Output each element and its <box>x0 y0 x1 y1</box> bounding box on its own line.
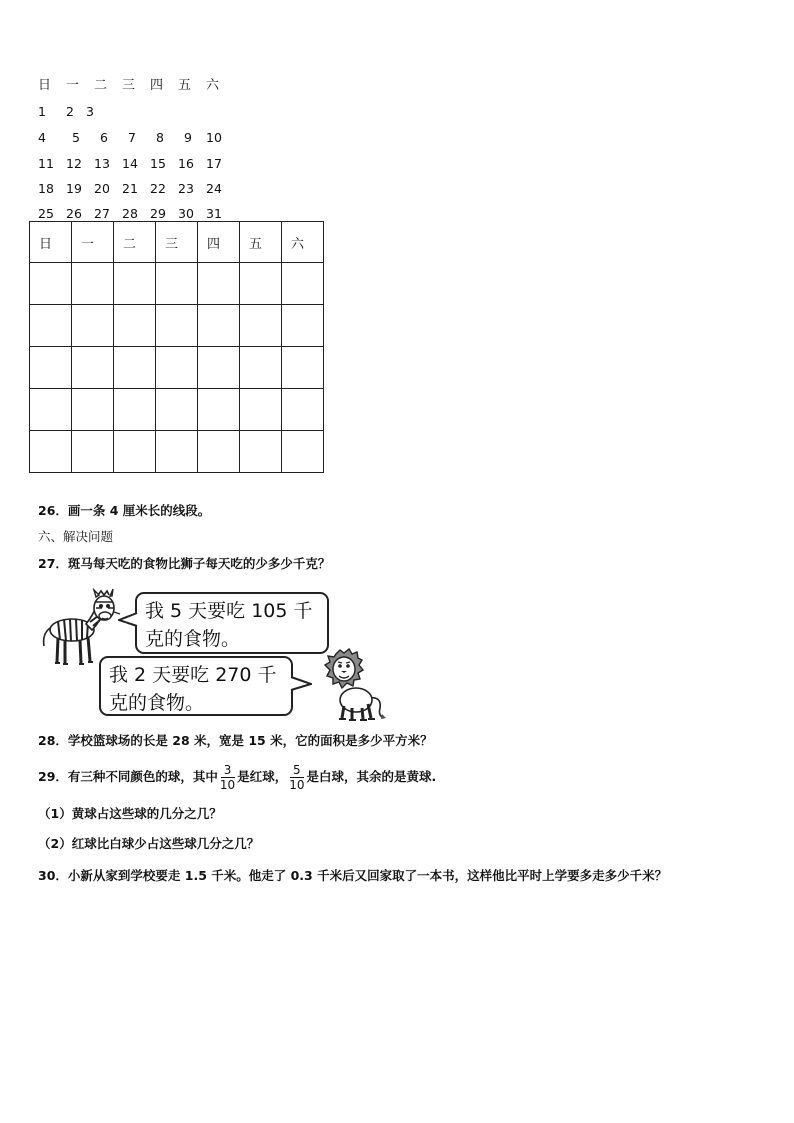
grid-header-cell: 四 <box>198 222 240 263</box>
grid-cell <box>240 389 282 431</box>
calendar-day: 25 <box>38 206 54 221</box>
question-text: 斑马每天吃的食物比狮子每天吃的少多少千克？ <box>67 556 331 571</box>
grid-cell <box>198 305 240 347</box>
question-text: 学校篮球场的长是 28 米，宽是 15 米，它的面积是多少平方米？ <box>67 733 433 748</box>
calendar-day: 30 <box>178 206 194 221</box>
grid-cell <box>282 305 324 347</box>
lion-illustration <box>312 648 388 722</box>
calendar-day: 23 <box>178 181 194 196</box>
calendar-day: 6 <box>100 130 108 145</box>
fraction-denominator: 10 <box>289 778 305 792</box>
calendar-day: 26 <box>66 206 82 221</box>
question-number: 28． <box>38 733 68 748</box>
grid-cell <box>282 431 324 473</box>
calendar-day: 12 <box>66 156 82 171</box>
grid-cell <box>30 347 72 389</box>
grid-row <box>30 263 324 305</box>
zebra-bubble-line: 我 5 天要吃 105 千 <box>145 600 313 622</box>
calendar-day: 21 <box>122 181 138 196</box>
calendar-day: 16 <box>178 156 194 171</box>
grid-cell <box>240 305 282 347</box>
calendar-day: 14 <box>122 156 138 171</box>
question-number: 27． <box>38 556 68 571</box>
calendar-day: 31 <box>206 206 222 221</box>
calendar-day: 27 <box>94 206 110 221</box>
section-heading: 六、解决问题 <box>38 529 114 544</box>
calendar-day: 11 <box>38 156 54 171</box>
calendar-day: 22 <box>150 181 166 196</box>
question-text: 画一条 4 厘米长的线段。 <box>67 503 211 518</box>
grid-cell <box>30 263 72 305</box>
grid-row <box>30 431 324 473</box>
question-number: 26． <box>38 503 68 518</box>
question-27 <box>38 556 330 572</box>
question-text: 是白球，其余的是黄球. <box>306 769 437 784</box>
question-28 <box>38 733 433 749</box>
question-text: 是红球， <box>237 769 288 784</box>
grid-row <box>30 347 324 389</box>
grid-cell <box>240 431 282 473</box>
grid-cell <box>240 347 282 389</box>
calendar-header-cell: 六 <box>206 78 220 93</box>
calendar-day: 24 <box>206 181 222 196</box>
calendar-day: 7 <box>128 130 136 145</box>
grid-cell <box>30 389 72 431</box>
grid-header-cell: 五 <box>240 222 282 263</box>
lion-speech-bubble <box>99 656 293 716</box>
question-29 <box>38 762 436 792</box>
fraction-numerator: 5 <box>293 763 301 777</box>
calendar-day: 10 <box>206 130 222 145</box>
grid-cell <box>30 431 72 473</box>
grid-cell <box>114 431 156 473</box>
calendar-day: 2 <box>66 104 74 119</box>
grid-header-cell: 日 <box>30 222 72 263</box>
question-text: 有三种不同颜色的球，其中 <box>67 769 218 784</box>
calendar-day: 3 <box>86 104 94 119</box>
question-number: 30． <box>38 868 68 883</box>
calendar-day: 9 <box>184 130 192 145</box>
calendar-day: 5 <box>72 130 80 145</box>
grid-cell <box>240 263 282 305</box>
calendar-header-cell: 日 <box>38 78 52 93</box>
calendar-day: 8 <box>156 130 164 145</box>
calendar-day: 20 <box>94 181 110 196</box>
grid-cell <box>198 431 240 473</box>
calendar-day: 17 <box>206 156 222 171</box>
grid-header-cell: 六 <box>282 222 324 263</box>
grid-cell <box>198 389 240 431</box>
grid-cell <box>72 389 114 431</box>
grid-cell <box>156 263 198 305</box>
grid-cell <box>198 263 240 305</box>
grid-header-cell: 一 <box>72 222 114 263</box>
calendar-header-cell: 五 <box>178 78 192 93</box>
calendar-day: 29 <box>150 206 166 221</box>
calendar-header-cell: 二 <box>94 78 108 93</box>
grid-cell <box>282 263 324 305</box>
calendar-day: 15 <box>150 156 166 171</box>
grid-cell <box>72 347 114 389</box>
grid-row <box>30 389 324 431</box>
grid-header-row <box>30 222 324 263</box>
grid-row <box>30 305 324 347</box>
grid-header-cell: 三 <box>156 222 198 263</box>
fraction-three-tenths <box>220 763 235 792</box>
grid-cell <box>114 347 156 389</box>
calendar-header-cell: 四 <box>150 78 164 93</box>
calendar-day: 28 <box>122 206 138 221</box>
zebra-bubble-line: 克的食物。 <box>145 628 241 650</box>
grid-cell <box>114 263 156 305</box>
question-29-part-1: （1）黄球占这些球的几分之几？ <box>38 806 222 821</box>
fraction-numerator: 3 <box>223 763 232 777</box>
fraction-five-tenths <box>289 763 304 792</box>
question-26 <box>38 503 210 519</box>
grid-cell <box>198 347 240 389</box>
calendar-header-cell: 三 <box>122 78 136 93</box>
grid-cell <box>156 347 198 389</box>
grid-cell <box>72 431 114 473</box>
grid-cell <box>156 389 198 431</box>
question-number: 29． <box>38 769 68 784</box>
calendar-day: 19 <box>66 181 82 196</box>
lion-bubble-line: 我 2 天要吃 270 千 <box>109 664 277 686</box>
grid-cell <box>72 305 114 347</box>
grid-header-cell: 二 <box>114 222 156 263</box>
calendar-day: 13 <box>94 156 110 171</box>
grid-cell <box>156 431 198 473</box>
calendar-day: 1 <box>38 104 46 119</box>
grid-cell <box>282 389 324 431</box>
blank-calendar-grid <box>29 221 324 473</box>
calendar-header-cell: 一 <box>66 78 80 93</box>
question-text: 小新从家到学校要走 1.5 千米。他走了 0.3 千米后又回家取了一本书，这样他比平时上学要多走多少千米？ <box>67 868 668 883</box>
zebra-speech-bubble <box>135 592 329 654</box>
grid-cell <box>156 305 198 347</box>
grid-cell <box>282 347 324 389</box>
grid-cell <box>72 263 114 305</box>
fraction-denominator: 10 <box>219 778 236 792</box>
grid-cell <box>30 305 72 347</box>
question-30 <box>38 868 667 884</box>
lion-bubble-line: 克的食物。 <box>109 692 205 714</box>
calendar-day: 4 <box>38 130 46 145</box>
zebra-bubble-tail <box>118 612 138 628</box>
grid-cell <box>114 389 156 431</box>
calendar-day: 18 <box>38 181 54 196</box>
question-29-part-2: （2）红球比白球少占这些球几分之几？ <box>38 836 260 851</box>
grid-cell <box>114 305 156 347</box>
lion-bubble-tail <box>290 676 312 692</box>
